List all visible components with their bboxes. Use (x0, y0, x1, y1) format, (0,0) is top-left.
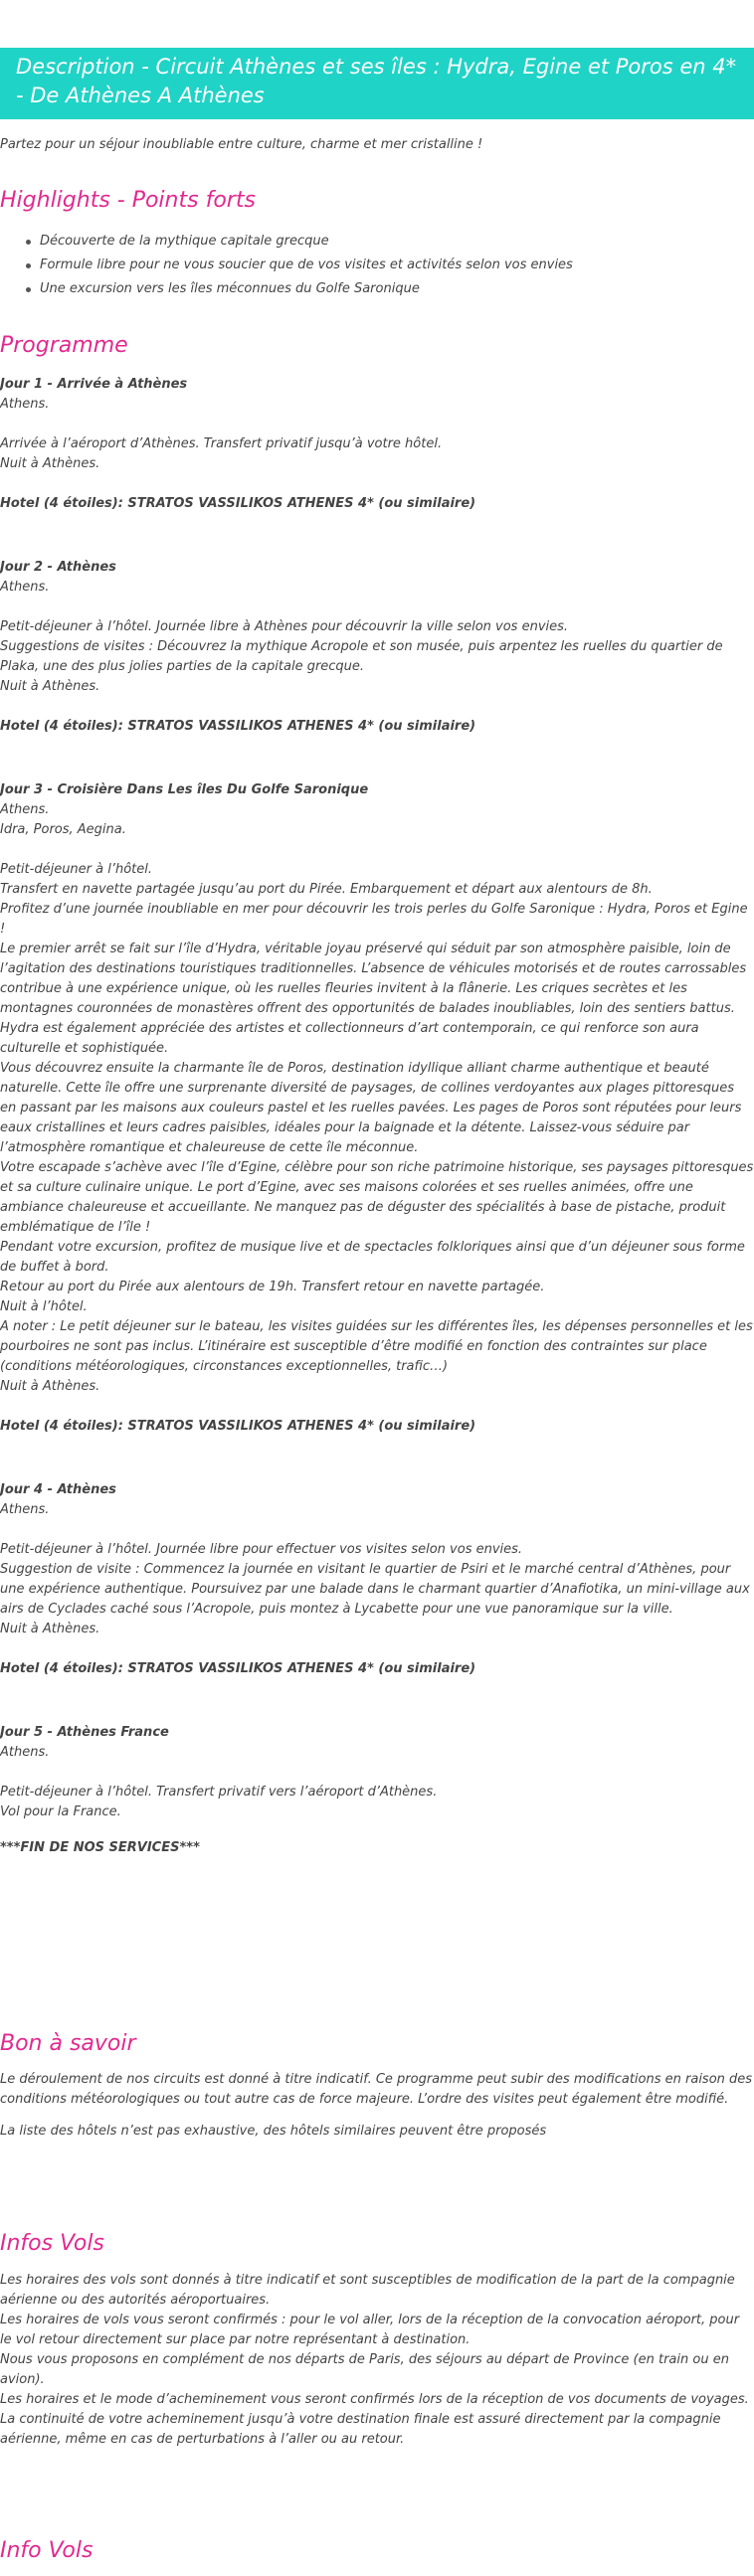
day-text: Votre escapade s’achève avec l’île d’Egine, célèbre pour son riche patrimoine historique, ses paysages pittoresques et sa culture culinaire unique. Le port d’Egine, avec ses maisons colorées et ses ruelles animées, offre une ambiance chaleureuse et accueillante. Ne manquez pas de déguster des spécialités à base de pistache, produit emblématique de l’île ! (0, 1160, 754, 1235)
highlights-heading: Highlights - Points forts (0, 188, 256, 213)
list-item: Formule libre pour ne vous soucier que de vos visites et activités selon vos envies (0, 254, 754, 277)
day-text: Petit-déjeuner à l’hôtel. (0, 862, 153, 877)
day-text: Vol pour la France. (0, 1804, 121, 1819)
day-text: Suggestions de visites : Découvrez la mythique Acropole et son musée, puis arpentez les ruelles du quartier de Plaka, une des plus jolies parties de la capitale grecque. (0, 639, 723, 674)
day-text: A noter : Le petit déjeuner sur le bateau, les visites guidées sur les différentes îles, les dépenses personnelles et les pourboires ne sont pas inclus. L’itinéraire est susceptible d’être modifié en fonction des contraintes sur place (conditions météorologiques, circonstances exceptionnelles, trafic…) (0, 1319, 753, 1374)
day-location: Athens. (0, 1745, 50, 1760)
day-text: Petit-déjeuner à l’hôtel. Journée libre à Athènes pour découvrir la ville selon vos envies. (0, 619, 569, 634)
day-text: Nuit à Athènes. (0, 456, 100, 471)
day-text: Suggestion de visite : Commencez la journée en visitant le quartier de Psiri et le marché central d’Athènes, pour une expérience authentique. Poursuivez par une balade dans le charmant quartier d’Anafiotika, un mini-village aux airs de Cyclades caché sous l’Acropole, puis montez à Lycabette pour une vue panoramique sur la ville. (0, 1562, 750, 1617)
paragraph: La liste des hôtels n’est pas exhaustive, des hôtels similaires peuvent être proposés (0, 2124, 547, 2139)
day-location: Athens. (0, 802, 50, 817)
day-text: Petit-déjeuner à l’hôtel. Journée libre pour effectuer vos visites selon vos envies. (0, 1542, 523, 1557)
day-text: Pendant votre excursion, profitez de musique live et de spectacles folkloriques ainsi que d’un déjeuner sous forme de buffet à bord. (0, 1240, 745, 1275)
day-title: Jour 2 - Athènes (0, 560, 116, 575)
hotel-info: Hotel (4 étoiles): STRATOS VASSILIKOS ATHENES 4* (ou similaire) (0, 496, 476, 511)
hotel-info: Hotel (4 étoiles): STRATOS VASSILIKOS ATHENES 4* (ou similaire) (0, 1419, 476, 1434)
day-block (0, 780, 754, 1437)
infos-vols-heading: Infos Vols (0, 2231, 104, 2256)
bullet-icon (26, 287, 31, 292)
day-block (0, 558, 754, 737)
infos-vols-content (0, 2271, 754, 2450)
day-block (0, 1480, 754, 1679)
day-block (0, 375, 754, 514)
list-item: Une excursion vers les îles méconnues du Golfe Saronique (0, 277, 754, 301)
day-text: Nuit à Athènes. (0, 1379, 100, 1394)
day-block (0, 1723, 754, 1822)
end-note: ***FIN DE NOS SERVICES*** (0, 1840, 200, 1855)
day-text: Hydra est également appréciée des artistes et collectionneurs d’art contemporain, ce qui renforce son aura culturelle et sophistiquée. (0, 1021, 699, 1056)
list-item: Découverte de la mythique capitale grecque (0, 230, 754, 254)
bon-a-savoir-content (0, 2070, 754, 2153)
day-text: Petit-déjeuner à l’hôtel. Transfert privatif vers l’aéroport d’Athènes. (0, 1785, 438, 1800)
day-title: Jour 3 - Croisière Dans Les îles Du Golfe Saronique (0, 782, 369, 797)
day-text: Nuit à Athènes. (0, 679, 100, 694)
day-title: Jour 1 - Arrivée à Athènes (0, 377, 188, 392)
day-title: Jour 5 - Athènes France (0, 1725, 169, 1740)
day-text: Retour au port du Pirée aux alentours de 19h. Transfert retour en navette partagée. (0, 1280, 545, 1294)
paragraph: Les horaires et le mode d’acheminement vous seront confirmés lors de la réception de vos documents de voyages. (0, 2392, 749, 2407)
programme-content (0, 375, 754, 1858)
day-title: Jour 4 - Athènes (0, 1482, 116, 1497)
hotel-info: Hotel (4 étoiles): STRATOS VASSILIKOS ATHENES 4* (ou similaire) (0, 719, 476, 734)
highlights-list (0, 230, 754, 301)
programme-heading: Programme (0, 333, 128, 358)
day-text: Vous découvrez ensuite la charmante île de Poros, destination idyllique alliant charme authentique et beauté naturelle. Cette île offre une surprenante diversité de paysages, de collines verdoyantes aux plages pittoresques en passant par les maisons aux couleurs pastel et les ruelles pavées. Les pages de Poros sont réputées pour leurs eaux cristallines et leurs cadres paisibles, idéales pour la baignade et la détente. Laissez-vous séduire par l’atmosphère romantique et chaleureuse de cette île méconnue. (0, 1061, 742, 1155)
day-text: Arrivée à l’aéroport d’Athènes. Transfert privatif jusqu’à votre hôtel. (0, 436, 443, 451)
day-text: Profitez d’une journée inoubliable en mer pour découvrir les trois perles du Golfe Saronique : Hydra, Poros et Egine ! (0, 902, 748, 937)
page-title: Description - Circuit Athènes et ses îles : Hydra, Egine et Poros en 4* - De Athènes A Athènes (0, 48, 754, 119)
hotel-info: Hotel (4 étoiles): STRATOS VASSILIKOS ATHENES 4* (ou similaire) (0, 1661, 476, 1676)
intro-text: Partez pour un séjour inoubliable entre culture, charme et mer cristalline ! (0, 137, 483, 152)
bullet-icon (26, 240, 31, 245)
paragraph: Nous vous proposons en complément de nos départs de Paris, des séjours au départ de Province (en train ou en avion). (0, 2352, 729, 2387)
bon-a-savoir-heading: Bon à savoir (0, 2031, 136, 2056)
paragraph: Le déroulement de nos circuits est donné à titre indicatif. Ce programme peut subir des modifications en raison des conditions météorologiques ou tout autre cas de force majeure. L’ordre des visites peut également être modifié. (0, 2072, 753, 2107)
day-location: Athens. (0, 397, 50, 412)
day-location: Idra, Poros, Aegina. (0, 822, 126, 837)
day-text: Transfert en navette partagée jusqu’au port du Pirée. Embarquement et départ aux alentours de 8h. (0, 882, 653, 897)
day-location: Athens. (0, 1502, 50, 1517)
day-text: Nuit à l’hôtel. (0, 1299, 88, 1314)
info-vols-heading: Info Vols (0, 2538, 94, 2563)
bullet-icon (26, 263, 31, 268)
day-text: Nuit à Athènes. (0, 1622, 100, 1636)
paragraph: La continuité de votre acheminement jusqu’à votre destination finale est assuré directement par la compagnie aérienne, même en cas de perturbations à l’aller ou au retour. (0, 2412, 721, 2447)
paragraph: Les horaires des vols sont donnés à titre indicatif et sont susceptibles de modification de la part de la compagnie aérienne ou des autorités aéroportuaires. (0, 2273, 735, 2308)
day-location: Athens. (0, 580, 50, 595)
day-text: Le premier arrêt se fait sur l’île d’Hydra, véritable joyau préservé qui séduit par son atmosphère paisible, loin de l’agitation des destinations touristiques traditionnelles. L’absence de véhicules motorisés et de routes carrossables contribue à une expérience unique, où les ruelles fleuries invitent à la flânerie. Les criques secrètes et les montagnes couronnées de monastères offrent des opportunités de balades inoubliables, loin des sentiers battus. (0, 942, 747, 1016)
paragraph: Les horaires de vols vous seront confirmés : pour le vol aller, lors de la réception de la convocation aéroport, pour le vol retour directement sur place par notre représentant à destination. (0, 2313, 740, 2347)
